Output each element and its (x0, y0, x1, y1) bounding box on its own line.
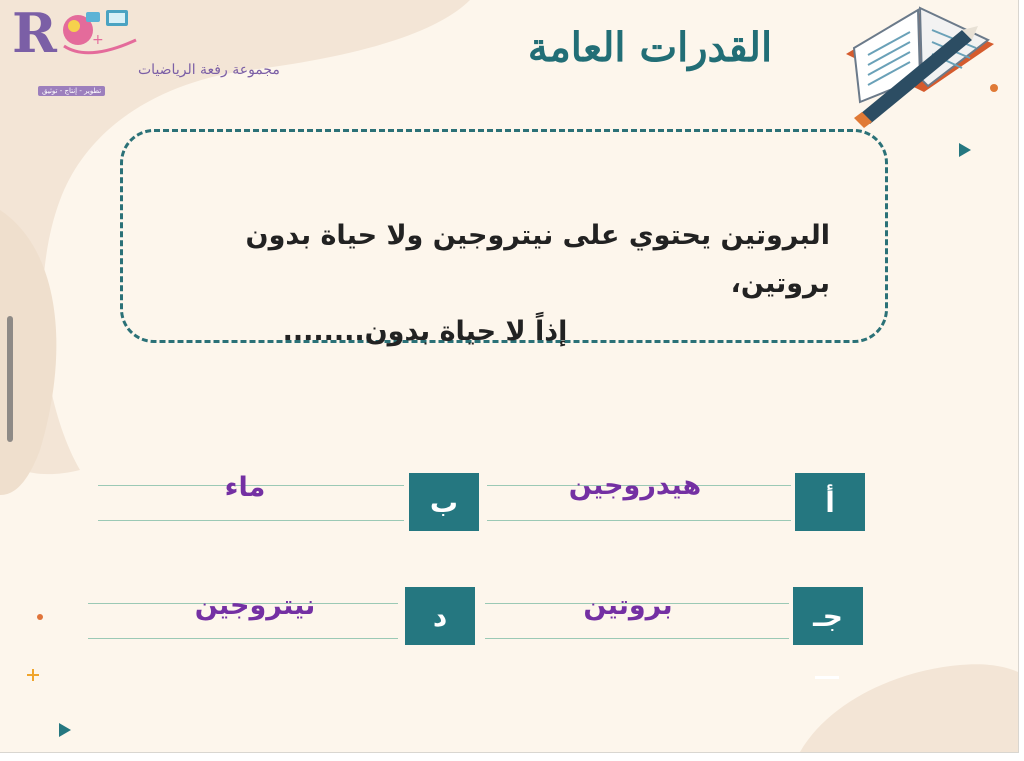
option-c-text[interactable]: بروتين (583, 590, 673, 621)
question-line-1: البروتين يحتوي على نيتروجين ولا حياة بدون بروتين، (245, 220, 830, 299)
open-book-with-pencil-icon (838, 0, 1008, 135)
option-b-text[interactable]: ماء (224, 472, 266, 503)
question-line-2: إذاً لا حياة بدون........ (282, 316, 568, 347)
question-text (140, 212, 830, 356)
option-a-text[interactable]: هيدروجين (568, 470, 702, 501)
option-a-letter[interactable]: أ (795, 473, 865, 531)
page-title: القدرات العامة (527, 24, 773, 71)
logo-text: مجموعة رفعة الرياضيات (138, 62, 280, 78)
logo-graphic (8, 1, 280, 84)
scrollbar-handle[interactable] (7, 316, 13, 442)
logo (8, 1, 280, 98)
divider (815, 676, 839, 679)
plus-icon (26, 668, 40, 682)
triangle-icon (958, 142, 972, 158)
logo-letter: R (12, 1, 57, 65)
dot-icon (36, 613, 44, 621)
option-c-letter[interactable]: جـ (793, 587, 863, 645)
option-d-text[interactable]: نيتروجين (194, 590, 316, 621)
option-b-letter[interactable]: ب (409, 473, 479, 531)
logo-subtitle: تطوير - إنتاج - توثيق (38, 86, 105, 96)
svg-text:+: + (92, 32, 104, 48)
option-d-letter[interactable]: د (405, 587, 475, 645)
triangle-icon (58, 722, 72, 738)
